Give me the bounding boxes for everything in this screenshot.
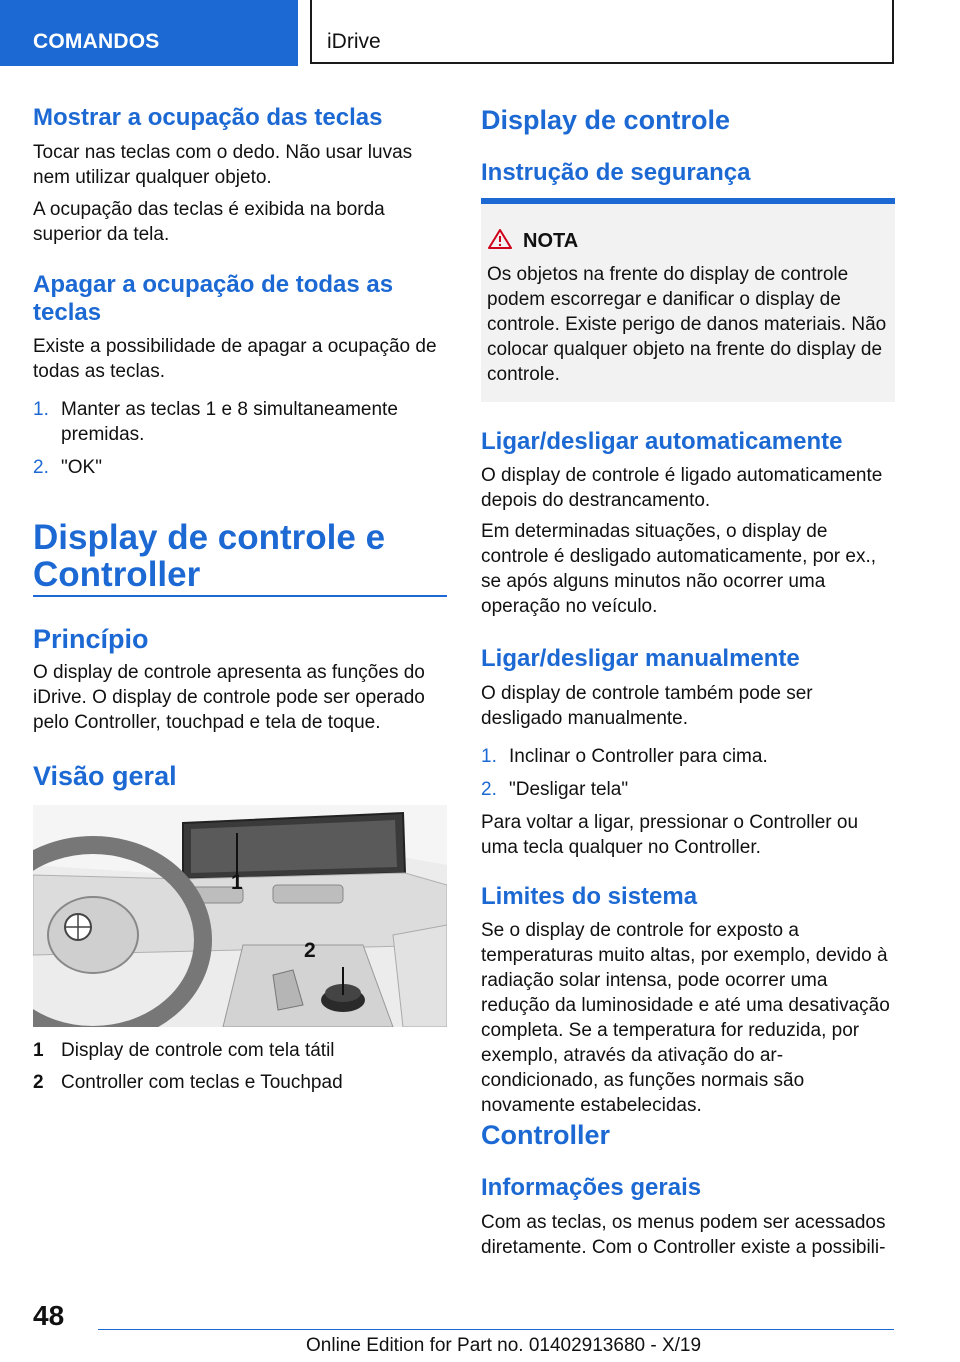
legend-item <box>33 1070 447 1095</box>
list-number: 2. <box>481 779 497 800</box>
legend-item <box>33 1038 447 1063</box>
heading-controller: Controller <box>481 1120 611 1150</box>
list-item <box>481 777 893 802</box>
chapter-heading: Display de controle e Controller <box>33 518 386 594</box>
list-text: "Desligar tela" <box>509 779 629 800</box>
note-title: NOTA <box>523 230 579 252</box>
note-text: Os objetos na frente do display de controle podem escorregar e danificar o display de controle. Existe perigo de danos materiais. Não colocar qualquer objeto na frente do display de controle. <box>487 264 887 385</box>
dashboard-illustration <box>33 805 447 1027</box>
callout-2: 2 <box>304 939 316 962</box>
warning-icon <box>487 228 513 250</box>
heading-general-info: Informações gerais <box>481 1174 702 1201</box>
topic-tab <box>310 0 894 64</box>
section-tab <box>0 0 298 66</box>
heading-manual-onoff: Ligar/desligar manualmente <box>481 645 800 672</box>
heading-safety: Instrução de segurança <box>481 159 751 186</box>
dashboard-drawing <box>33 805 447 1027</box>
callout-1: 1 <box>231 871 243 894</box>
para-general: Com as teclas, os menus podem ser acessados diretamente. Com o Controller existe a possibili- <box>481 1212 886 1258</box>
para-limits: Se o display de controle for exposto a temperaturas muito altas, por exemplo, devido à radiação solar intensa, pode ocorrer uma redução da luminosidade e até uma desativação completa. Se a temperatura for reduzida, por exemplo, através da ativação do ar-condicionado, as funções normais são novamente estabelecidas. <box>481 920 890 1116</box>
heading-overview: Visão geral <box>33 761 177 791</box>
legend-text: Controller com teclas e Touchpad <box>61 1072 343 1093</box>
list-text: Inclinar o Controller para cima. <box>509 746 768 767</box>
heading-control-display: Display de controle <box>481 105 731 135</box>
list-item <box>481 744 893 769</box>
para-auto-2: Em determinadas situações, o display de controle é desligado automaticamente, por ex., se após alguns minutos não ocorrer uma operação no veículo. <box>481 521 877 617</box>
list-text: Manter as teclas 1 e 8 simultaneamente premidas. <box>61 399 398 445</box>
para-clear: Existe a possibilidade de apagar a ocupação de todas as teclas. <box>33 336 437 382</box>
heading-auto-onoff: Ligar/desligar automaticamente <box>481 428 843 455</box>
list-number: 1. <box>481 746 497 767</box>
note-box <box>481 198 895 402</box>
para-show-1: Tocar nas teclas com o dedo. Não usar luvas nem utilizar qualquer objeto. <box>33 142 413 188</box>
section-title: COMANDOS <box>33 30 160 53</box>
legend-number: 2 <box>33 1072 44 1093</box>
list-number: 1. <box>33 399 49 420</box>
list-item <box>33 455 445 480</box>
page-number: 48 <box>33 1300 65 1331</box>
list-item <box>33 397 445 447</box>
footer-edition: Online Edition for Part no. 01402913680 - X/19 <box>306 1335 702 1356</box>
para-manual: O display de controle também pode ser desligado manualmente. <box>481 683 813 729</box>
note-heading <box>487 228 578 253</box>
footer-rule <box>98 1329 894 1330</box>
heading-show-key-assignment: Mostrar a ocupação das teclas <box>33 104 383 131</box>
topic-title: iDrive <box>327 30 381 53</box>
legend-text: Display de controle com tela tátil <box>61 1040 335 1061</box>
heading-limits: Limites do sistema <box>481 883 698 910</box>
legend-number: 1 <box>33 1040 44 1061</box>
chapter-rule <box>33 595 447 597</box>
list-number: 2. <box>33 457 49 478</box>
para-show-2: A ocupação das teclas é exibida na borda superior da tela. <box>33 199 385 245</box>
para-auto-1: O display de controle é ligado automaticamente depois do destrancamento. <box>481 465 883 511</box>
para-principle: O display de controle apresenta as funções do iDrive. O display de controle pode ser operado pelo Controller, touchpad e tela de toque. <box>33 662 425 733</box>
heading-clear-assignment: Apagar a ocupação de todas as teclas <box>33 271 394 326</box>
para-manual-2: Para voltar a ligar, pressionar o Controller ou uma tecla qualquer no Controller. <box>481 812 859 858</box>
list-text: "OK" <box>61 457 102 478</box>
heading-principle: Princípio <box>33 624 149 654</box>
